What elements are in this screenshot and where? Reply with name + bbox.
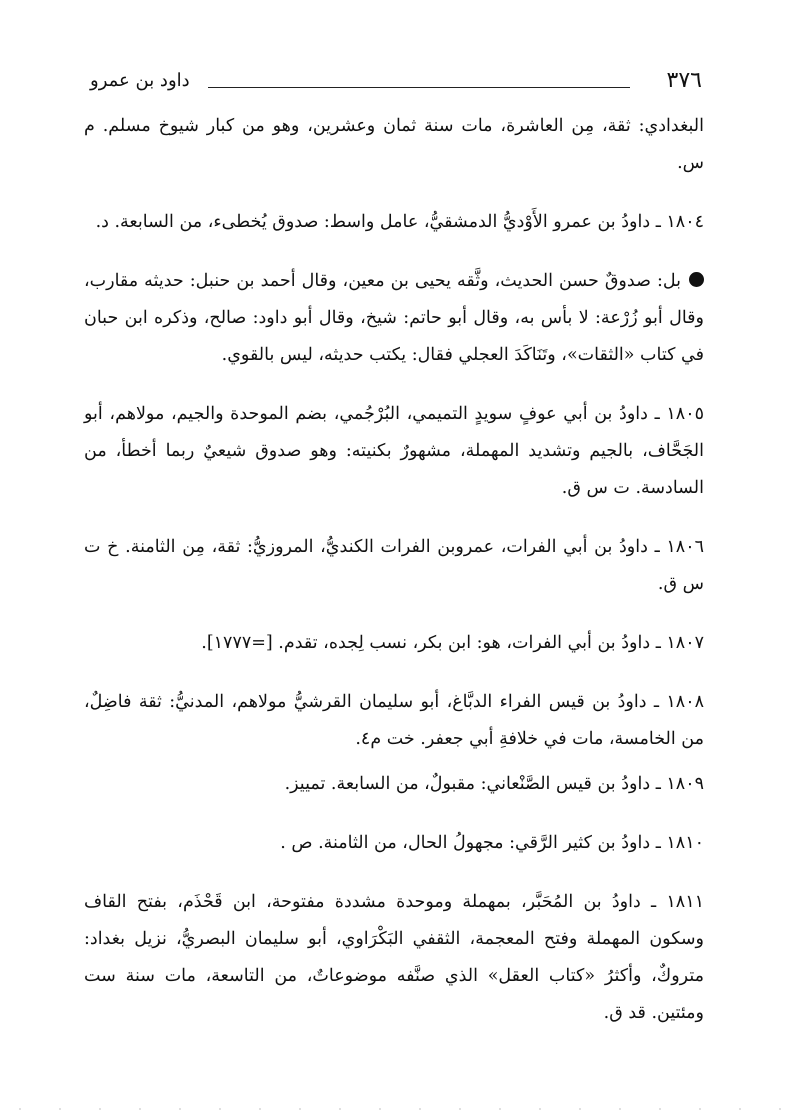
note-text: بل: صدوقٌ حسن الحديث، وثَّقه يحيى بن معين، وقال أحمد بن حنبل: حديثه مقارب، وقال أبو زُرْعة: لا بأس به، وقال أبو حاتم: شيخ، وقال أبو داود: صالح، وذكره ابن حبان في كتاب «الثقات»، وتَنَاكَدَ العجلي فقال: يكتب حديثه، ليس بالقوي.: [84, 271, 704, 365]
entry-1804: ١٨٠٤ ـ داودُ بن عمرو الأَوْديُّ الدمشقيُّ، عامل واسط: صدوق يُخطىء، من السابعة. د.: [95, 212, 704, 232]
entry-1811: ١٨١١ ـ داودُ بن المُحَبَّر، بمهملة وموحدة مشددة مفتوحة، ابن قَحْذَم، بفتح القاف وسكون المهملة وفتح المعجمة، الثقفي البَكْرَاوي، أبو سليمان البصريُّ، نزيل بغداد: متروكٌ، وأكثرُ «كتاب العقل» الذي صنَّفه موضوعاتٌ، من التاسعة، مات سنة ست ومئتين. قد ق.: [84, 892, 704, 1023]
entry-1810: ١٨١٠ ـ داودُ بن كثير الرَّقي: مجهولُ الحال، من الثامنة. ص .: [280, 833, 704, 853]
page-body: [84, 108, 704, 1032]
entry-note-1804: [84, 263, 704, 374]
entry-1809: ١٨٠٩ ـ داودُ بن قيس الصَّنْعاني: مقبولٌ، من السابعة. تمييز.: [284, 774, 704, 794]
bullet-icon: [689, 272, 704, 287]
entry-1805: ١٨٠٥ ـ داودُ بن أبي عوفٍ سويدٍ التميمي، البُرْجُمي، بضم الموحدة والجيم، مولاهم، أبو الجَحَّاف، بالجيم وتشديد المهملة، مشهورٌ بكنيته: وهو صدوق شيعيٌ ربما أخطأ، من السادسة. ت س ق.: [84, 404, 704, 498]
page-number: ٣٧٦: [666, 68, 702, 93]
scan-edge-dots: [0, 1106, 790, 1112]
entry-1806: ١٨٠٦ ـ داودُ بن أبي الفرات، عمروبن الفرات الكنديُّ، المروزيُّ: ثقة، مِن الثامنة. خ ت س ق.: [84, 537, 704, 594]
header-rule: [208, 87, 630, 88]
running-title: داود بن عمرو: [90, 70, 190, 91]
entry-1807: ١٨٠٧ ـ داودُ بن أبي الفرات، هو: ابن بكر، نسب لِجده، تقدم. [=١٧٧٧].: [201, 633, 704, 653]
page-header: [90, 66, 702, 100]
entry-continuation: البغدادي: ثقة، مِن العاشرة، مات سنة ثمان وعشرين، وهو من كبار شيوخ مسلم. م س.: [84, 116, 704, 173]
entry-1808: ١٨٠٨ ـ داودُ بن قيس الفراء الدبَّاغ، أبو سليمان القرشيُّ مولاهم، المدنيُّ: ثقة فاضِلٌ، من الخامسة، مات في خلافةِ أبي جعفر. خت م٤.: [84, 692, 704, 749]
